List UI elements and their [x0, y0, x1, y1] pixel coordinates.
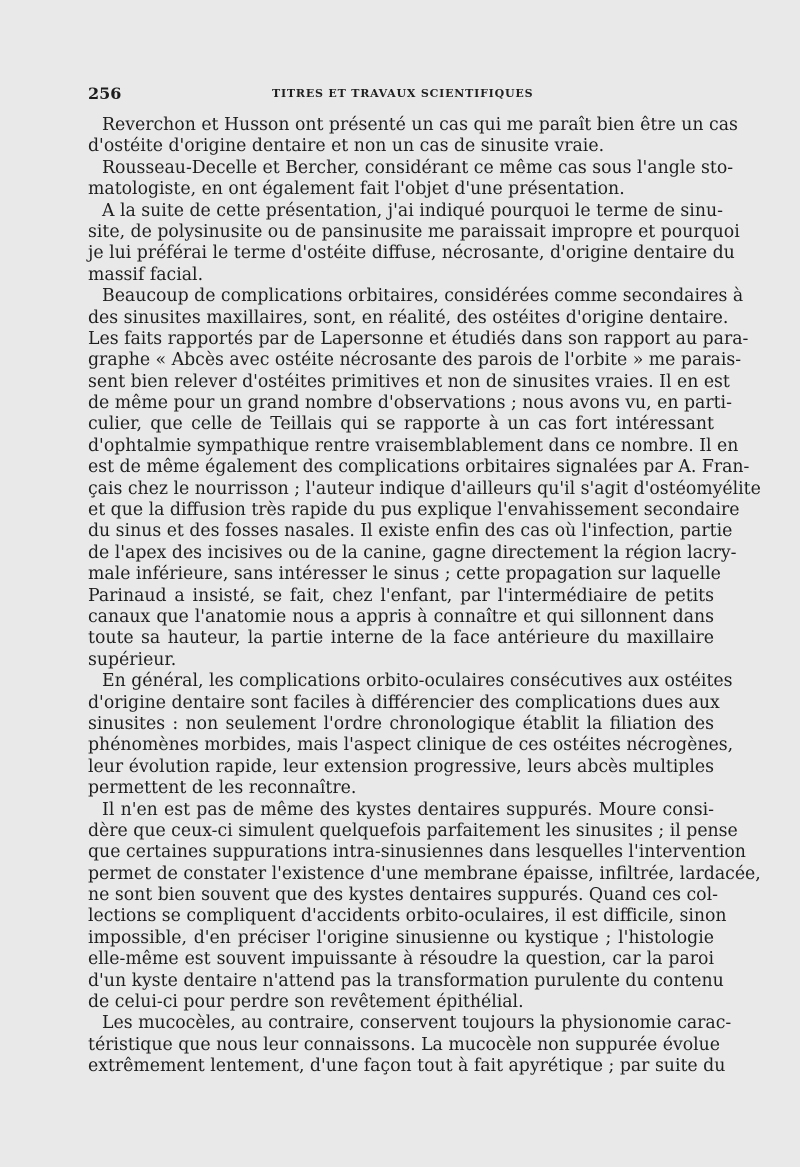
text-line: d'origine dentaire sont faciles à différencier des complications dues aux	[88, 692, 720, 713]
text-line: Parinaud a insisté, se fait, chez l'enfant, par l'intermédiaire de petits	[88, 585, 714, 606]
text-line: dère que ceux-ci simulent quelquefois parfaitement les sinusites ; il pense	[88, 820, 738, 841]
text-line: et que la diffusion très rapide du pus explique l'envahissement secondaire	[88, 500, 740, 521]
text-line: impossible, d'en préciser l'origine sinusienne ou kystique ; l'histologie	[88, 927, 714, 948]
text-line: leur évolution rapide, leur extension progressive, leurs abcès multiples	[88, 756, 714, 777]
text-line: permettent de les reconnaître.	[88, 778, 357, 799]
text-line: çais chez le nourrisson ; l'auteur indique d'ailleurs qu'il s'agit d'ostéomyélite	[88, 478, 761, 499]
text-line: lections se compliquent d'accidents orbito-oculaires, il est difficile, sinon	[88, 906, 727, 927]
text-line: elle-même est souvent impuissante à résoudre la question, car la paroi	[88, 949, 714, 970]
text-line: d'ophtalmie sympathique rentre vraisemblablement dans ce nombre. Il en	[88, 435, 739, 456]
text-line: permet de constater l'existence d'une membrane épaisse, infiltrée, lardacée,	[88, 863, 761, 884]
text-line: Les mucocèles, au contraire, conservent toujours la physionomie carac-	[102, 1013, 732, 1034]
text-line: téristique que nous leur connaissons. La mucocèle non suppurée évolue	[88, 1034, 721, 1055]
page-header	[88, 84, 714, 108]
text-line: massif facial.	[88, 264, 204, 285]
text-line: du sinus et des fosses nasales. Il existe enfin des cas où l'infection, partie	[88, 521, 733, 542]
text-line: de même pour un grand nombre d'observations ; nous avons vu, en parti-	[88, 393, 732, 414]
text-line: site, de polysinusite ou de pansinusite me paraissait impropre et pourquoi	[88, 221, 740, 242]
text-line: phénomènes morbides, mais l'aspect clinique de ces ostéites nécrogènes,	[88, 735, 734, 756]
text-line: graphe « Abcès avec ostéite nécrosante des parois de l'orbite » me parais-	[88, 350, 742, 371]
text-line: sent bien relever d'ostéites primitives et non de sinusites vraies. Il en est	[88, 371, 730, 392]
text-line: canaux que l'anatomie nous a appris à connaître et qui sillonnent dans	[88, 606, 714, 627]
text-line: matologiste, en ont également fait l'objet d'une présentation.	[88, 179, 625, 200]
text-line: Les faits rapportés par de Lapersonne et étudiés dans son rapport au para-	[88, 328, 749, 349]
text-line: En général, les complications orbito-oculaires consécutives aux ostéites	[102, 671, 733, 692]
text-line: sinusites : non seulement l'ordre chronologique établit la filiation des	[88, 713, 714, 734]
text-line: est de même également des complications orbitaires signalées par A. Fran-	[88, 457, 750, 478]
text-line: je lui préférai le terme d'ostéite diffuse, nécrosante, d'origine dentaire du	[88, 243, 735, 264]
text-line: d'un kyste dentaire n'attend pas la transformation purulente du contenu	[88, 970, 724, 991]
text-line: Il n'en est pas de même des kystes dentaires suppurés. Moure consi-	[102, 799, 714, 820]
text-line: culier, que celle de Teillais qui se rapporte à un cas fort intéressant	[88, 414, 714, 435]
text-line: Beaucoup de complications orbitaires, considérées comme secondaires à	[102, 286, 744, 307]
text-line: extrêmement lentement, d'une façon tout à fait apyrétique ; par suite du	[88, 1056, 726, 1077]
page-number: 256	[88, 84, 122, 103]
text-line: des sinusites maxillaires, sont, en réalité, des ostéites d'origine dentaire.	[88, 307, 729, 328]
text-line: toute sa hauteur, la partie interne de la face antérieure du maxillaire	[88, 628, 714, 649]
text-line: male inférieure, sans intéresser le sinus ; cette propagation sur laquelle	[88, 564, 721, 585]
text-line: Rousseau-Decelle et Bercher, considérant ce même cas sous l'angle sto-	[102, 157, 734, 178]
body-text	[88, 115, 761, 1078]
text-line: ne sont bien souvent que des kystes dentaires suppurés. Quand ces col-	[88, 885, 718, 906]
text-line: Reverchon et Husson ont présenté un cas qui me paraît bien être un cas	[102, 115, 738, 135]
text-line: supérieur.	[88, 649, 177, 670]
text-line: de celui-ci pour perdre son revêtement épithélial.	[88, 992, 524, 1013]
text-line: que certaines suppurations intra-sinusiennes dans lesquelles l'intervention	[88, 842, 746, 863]
text-line: d'ostéite d'origine dentaire et non un cas de sinusite vraie.	[88, 136, 605, 157]
text-line: A la suite de cette présentation, j'ai indiqué pourquoi le terme de sinu-	[102, 200, 723, 221]
text-line: de l'apex des incisives ou de la canine, gagne directement la région lacry-	[88, 542, 737, 563]
running-title: TITRES ET TRAVAUX SCIENTIFIQUES	[272, 87, 534, 100]
